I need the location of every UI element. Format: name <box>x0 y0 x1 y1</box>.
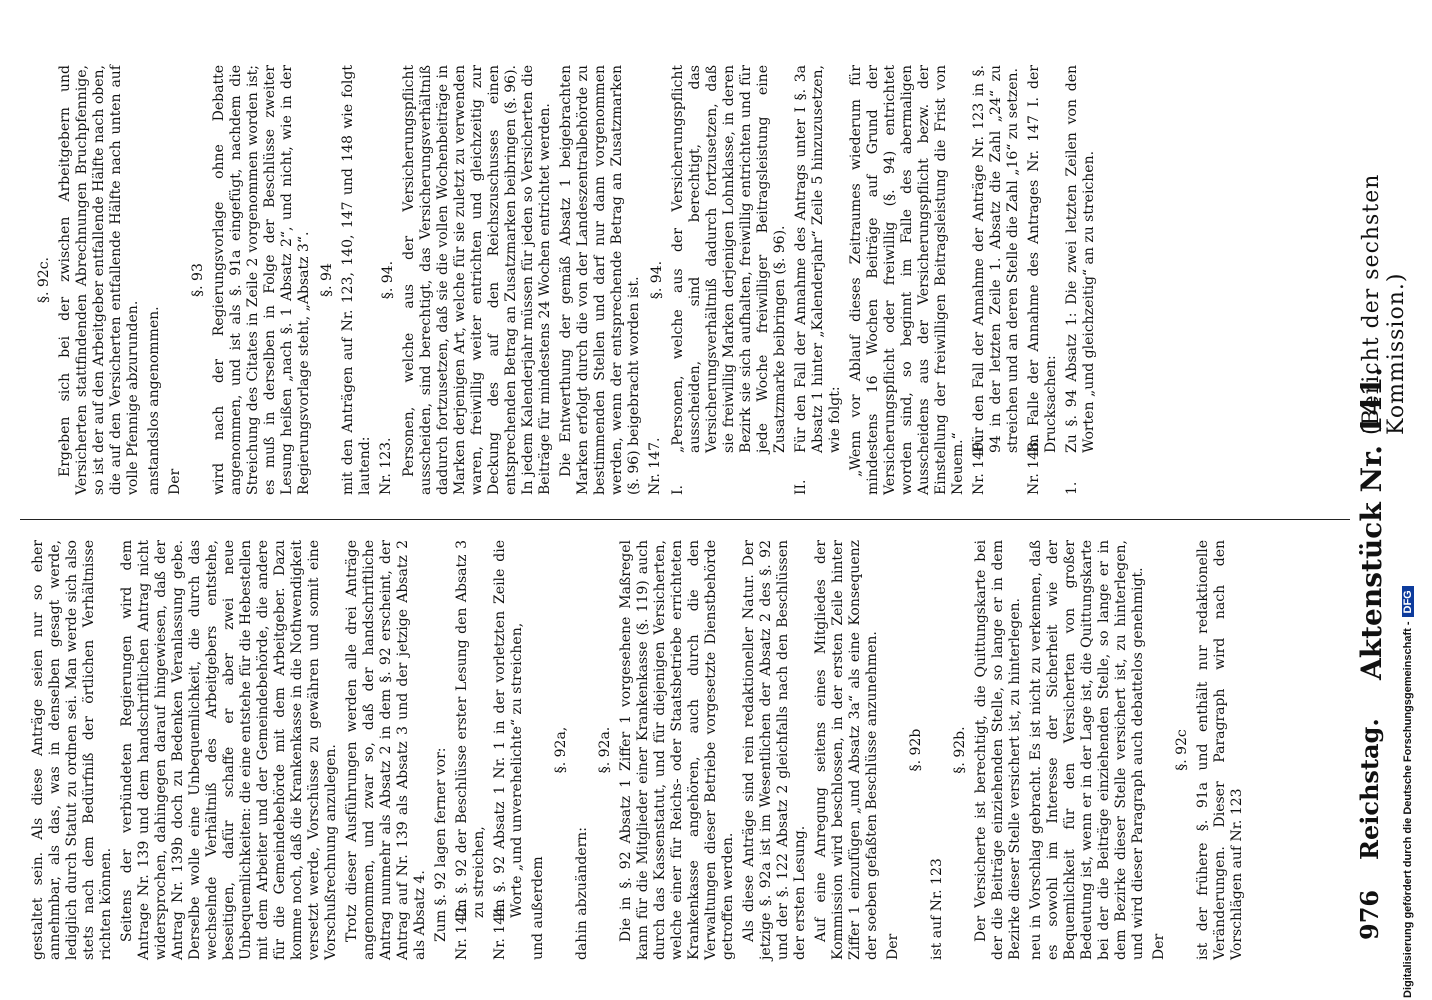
right-text-column <box>30 65 1370 495</box>
section-heading: §. 92c. <box>36 257 52 304</box>
motion-text: Im §. 92 Absatz 1 Nr. 1 in der vorletzten Zeile die Worte „und unverehelichte“ zu streichen, <box>492 540 525 918</box>
column-divider <box>20 519 1350 520</box>
section-heading: §. 92a, <box>553 726 569 774</box>
motion-text: Im Falle der Annahme des Antrages Nr. 147 I. der Drucksachen: <box>1026 65 1059 453</box>
motion-number: Nr. 147. <box>647 437 663 495</box>
text-line: Der <box>167 468 183 495</box>
section-heading: §. 92b. <box>952 726 968 774</box>
text-line: gestaltet sein. Als diese Anträge seien nur so eher annehmbar, als das, was in denselben gesagt werde, lediglich durch Statut zu ordnen sei. Man werde sich also stets nach dem Bedürfniß der örtlichen Verhältnisse richten können. <box>30 540 114 960</box>
paragraph: Auf eine Anregung seitens eines Mitgliedes der Kommission wird beschlossen, in der ersten Zeile hinter Ziffer 1 einzufügen „und Absatz 3a“ als eine Konsequenz der soeben gefaßten Beschlüsse anzunehmen. <box>813 540 880 960</box>
text-line: anstandslos angenommen. <box>146 306 162 495</box>
motion-text: „Personen, welche aus der Versicherungspflicht ausscheiden, sind berechtigt, das Versicherungsverhältniß dadurch fortzusetzen, daß sie freiwillig Marken derjenigen Lohnklasse, in deren Bezirk sie sich aufhalten, freiwillig entrichten und für jede Woche freiwilliger Beitragsleistung eine Zusatzmarke beibringen (§. 96). <box>670 65 788 453</box>
dfg-logo: DFG <box>1402 586 1414 617</box>
section-heading: §. 92b <box>908 728 924 772</box>
motion-number: Nr. 123. <box>378 437 394 495</box>
quoted-paragraph: Die in §. 92 Absatz 1 Ziffer 1 vorgesehene Maßregel kann für die Mitglieder einer Krankenkasse (§. 119) auch durch das Kassenstatut, und für diejenigen Versicherten, welche einer für Reichs- oder Staatsbetriebe errichteten Krankenkasse angehören, auch durch die den Verwaltungen dieser Betriebe vorgesetzte Dienstbehörde getroffen werden. <box>618 540 736 960</box>
section-heading: §. 92a. <box>597 726 613 774</box>
header-report-title: (Bericht der sechsten Kommission.) <box>1359 173 1409 435</box>
section-heading: §. 93 <box>190 263 206 297</box>
quoted-paragraph: Ergeben sich bei der zwischen Arbeitgebern und Versicherten stattfindenden Abrechnungen Bruchpfennige, so ist der auf den Arbeitgeber entfallende Hälfte nach oben, die auf den Versicherten entfallende Hälfte nach unten auf volle Pfennige abzurunden. <box>57 65 141 495</box>
text-line: mit den Anträgen auf Nr. 123, 140, 147 und 148 wie folgt lautend: <box>340 65 373 495</box>
quoted-paragraph: Personen, welche aus der Versicherungspflicht ausscheiden, sind berechtigt, das Versicherungsverhältniß dadurch fortzusetzen, daß sie die vollen Wochenbeiträge in Marken derjenigen Art, welche für sie zuletzt zu verwenden waren, freiwillig weiter entrichten und gleichzeitig zur Deckung des auf den Reichszuschusses einen entsprechenden Betrag an Zusatzmarken beibringen (§. 96). In jedem Kalenderjahr müssen für jeden so Versicherten die Beiträge für mindestens 24 Wochen entrichtet werden. <box>401 65 553 495</box>
quoted-paragraph: „Wenn vor Ablauf dieses Zeitraumes wiederum für mindestens 16 Wochen Beiträge auf Grund der Versicherungspflicht oder freiwillig (§. 94) entrichtet worden sind, so beginnt im Falle des abermaligen Ausscheidens aus der Versicherungspflicht bezw. der Einstellung der freiwilligen Beitragsleistung die Frist von Neuem.“ <box>848 65 966 495</box>
header-publication: Reichstag. <box>1355 718 1384 860</box>
motion-text: Für den Fall der Annahme der Anträge Nr. 123 in §. 94 in der letzten Zeile 1. Absatz die Zahl „24“ zu streichen und an deren Stelle die Zahl „16“ zu setzen. <box>971 65 1021 453</box>
paragraph: Als diese Anträge sind rein redaktioneller Natur. Der jetzige §. 92a ist im Wesentlichen der Absatz 2 des §. 92 und der §. 122 Absatz 2 gleichfalls nach den Beschlüssen der ersten Lesung. <box>741 540 808 960</box>
motion-number: I. <box>670 485 686 495</box>
motion-number: Nr. 148. <box>1026 437 1042 495</box>
text-line: Der <box>885 933 901 960</box>
motion-text: Im §. 92 der Beschlüsse erster Lesung den Absatz 3 zu streichen, <box>454 540 487 918</box>
text-line: ist auf Nr. 123 <box>929 858 945 960</box>
motion-item <box>1026 65 1060 495</box>
text-line: und außerdem <box>530 856 546 960</box>
motion-item <box>492 540 526 960</box>
motion-item <box>793 65 844 495</box>
motion-number: Nr. 140. <box>971 437 987 495</box>
digitization-note <box>1402 8 1426 998</box>
motion-text: Zu §. 94 Absatz 1: Die zwei letzten Zeilen von den Worten „und gleichzeitig“ an zu streichen. <box>1064 65 1097 453</box>
text-line: wird nach der Regierungsvorlage ohne Debatte angenommen, und ist als §. 91a eingefügt, nachdem die Streichung des Citates in Zeile 2 vorgenommen worden ist; es muß in derselben in Folge der Beschlüsse zweiter Lesung heißen „nach §. 1 Absatz 2“, und nicht, wie in der Regierungsvorlage steht, „Absatz 3“. <box>211 65 312 495</box>
page-number: 976 <box>1355 889 1384 940</box>
left-text-column <box>30 540 1370 960</box>
digitization-note-text <box>1402 8 1426 998</box>
text-line: ist der frühere §. 91a und enthält nur redaktionelle Veränderungen. Dieser Paragraph wird nach den Vorschlägen auf Nr. 123 <box>1195 540 1245 960</box>
text-line: Der <box>1151 933 1167 960</box>
motion-item <box>670 65 789 495</box>
funding-note: Digitalisierung gefördert durch die Deutsche Forschungsgemeinschaft - <box>1402 621 1414 998</box>
section-heading: §. 94 <box>319 263 335 297</box>
motion-text: Für den Fall der Annahme des Antrags unter I §. 3a Absatz 1 hinter „Kalenderjahr“ Zeile 5 hinzuzusetzen, wie folgt: <box>793 65 843 453</box>
motion-number: Nr. 142. <box>454 902 470 960</box>
motion-item <box>1064 65 1098 495</box>
motion-item <box>454 540 488 960</box>
motion-number: II. <box>793 479 809 495</box>
paragraph: Zum §. 92 lagen ferner vor: <box>433 747 449 942</box>
quoted-paragraph: Der Versicherte ist berechtigt, die Quittungskarte bei der die Beiträge einziehenden Stelle, so lange er in dem Bezirke dieser Stelle versichert ist, zu hinterlegen. <box>973 540 1023 960</box>
section-heading: §. 92c <box>1174 729 1190 771</box>
paragraph: Seitens der verbündeten Regierungen wird dem Antrage Nr. 139 und dem handschriftlichen Antrag nicht widersprochen, dahingegen darauf hingewiesen, daß der Antrag Nr. 139b doch zu Bedenken Veranlassung gebe. Derselbe wolle eine Unbequemlichkeit, die durch das wechselnde Verhältniß des Arbeitgebers entstehe, beseitigen, dafür schaffe er aber zwei neue Unbequemlichkeiten: die eine entstehe für die Hebestellen mit dem Arbeiter und der Gemeindebehörde, die andere für die Gemeindebehörde mit dem Arbeitgeber. Dazu komme noch, daß die Krankenkasse in die Nothwendigkeit versetzt werde, Vorschüsse zu gewähren und somit eine Vorschußrechnung anzulegen. <box>119 540 339 960</box>
section-heading: §. 94. <box>380 260 396 300</box>
text-line: dahin abzuändern: <box>574 826 590 960</box>
header-document-number: Aktenstück Nr. 141. <box>1355 367 1388 680</box>
section-heading: §. 94. <box>649 260 665 300</box>
quoted-paragraph: Die Entwerthung der gemäß Absatz 1 beigebrachten Marken erfolgt durch die von der Landeszentralbehörde zu bestimmenden Stellen und darf nur dann vorgenommen werden, wenn der entsprechende Betrag an Zusatzmarken (§. 96) beigebracht worden ist. <box>558 65 642 495</box>
motion-item <box>971 65 1022 495</box>
motion-number: Nr. 144. <box>492 902 508 960</box>
motion-number: 1. <box>1064 481 1080 495</box>
paragraph: Trotz dieser Ausführungen werden alle drei Anträge angenommen, und zwar so, daß der handschriftliche Antrag nunmehr als Absatz 2 in dem §. 92 erscheint, der Antrag auf Nr. 139 als Absatz 3 und der jetzige Absatz 2 als Absatz 4. <box>344 540 428 960</box>
text-line: neu in Vorschlag gebracht. Es ist nicht zu verkennen, daß es sowohl im Interesse der Sicherheit wie der Bequemlichkeit für den Versicherten von großer Bedeutung ist, wenn er in der Lage ist, die Quittungskarte bei der die Beiträge einziehenden Stelle, so lange er in dem Bezirke dieser Stelle versichert ist, zu hinterlegen, und wird dieser Paragraph auch debattelos genehmigt. <box>1028 540 1146 960</box>
